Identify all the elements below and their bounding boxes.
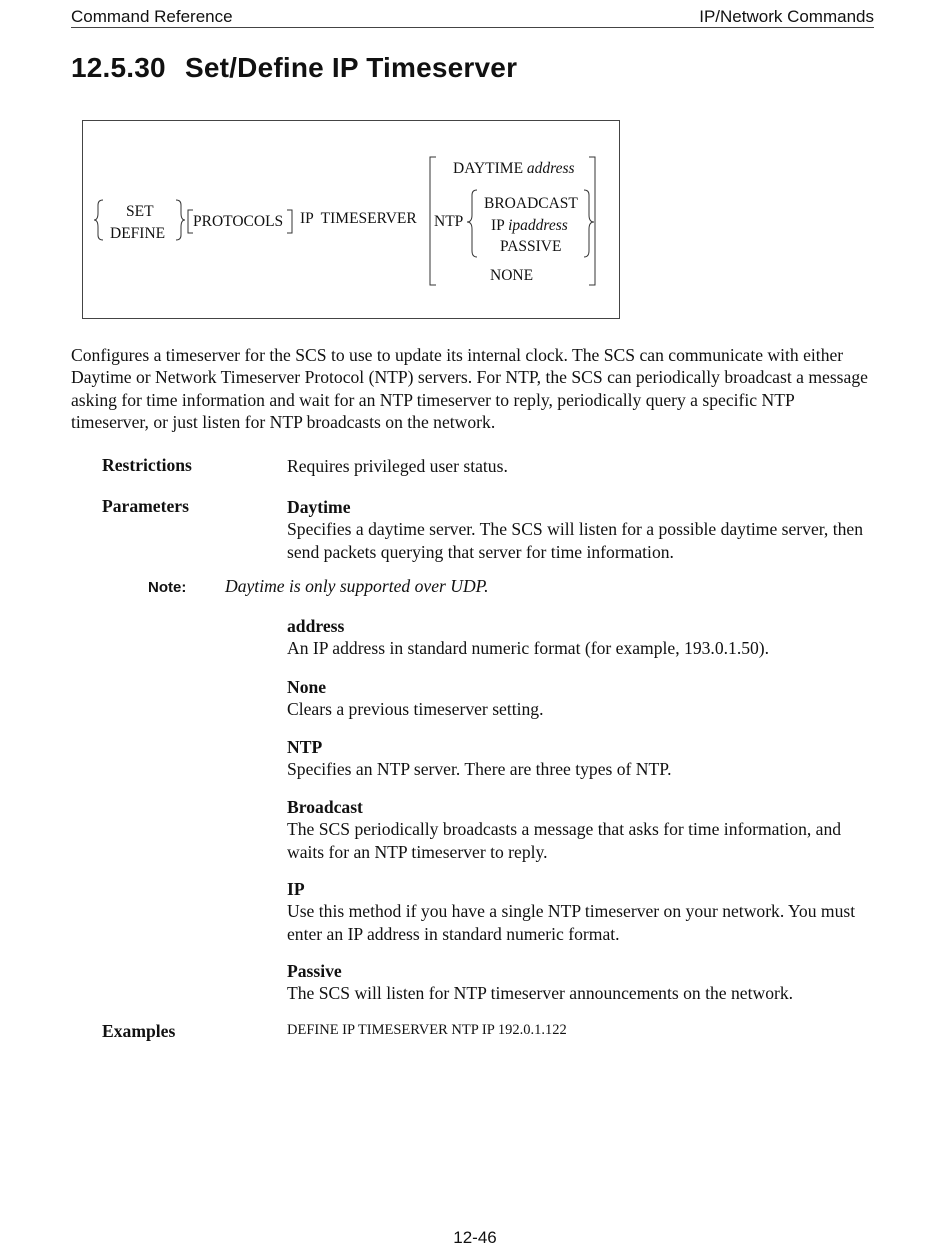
syntax-none: NONE bbox=[490, 267, 534, 284]
param-daytime bbox=[287, 496, 877, 563]
syntax-ntp-ip bbox=[491, 217, 568, 235]
brace-left-verbs bbox=[94, 200, 103, 240]
brace-left-ntp bbox=[467, 190, 477, 257]
syntax-ip-timeserver: IP TIMESERVER bbox=[300, 210, 417, 227]
restrictions-text: Requires privileged user status. bbox=[287, 456, 508, 476]
restrictions-label: Restrictions bbox=[102, 455, 192, 475]
param-description: An IP address in standard numeric format (for example, 193.0.1.50). bbox=[287, 638, 770, 659]
param-passive bbox=[287, 960, 877, 1005]
section-number: 12.5.30 bbox=[71, 52, 166, 83]
syntax-daytime-arg: address bbox=[526, 160, 575, 177]
param-description: Clears a previous timeserver setting. bbox=[287, 699, 544, 720]
param-name: IP bbox=[287, 879, 305, 899]
note-label: Note: bbox=[148, 579, 187, 596]
syntax-protocols: PROTOCOLS bbox=[193, 213, 284, 230]
example-command: DEFINE IP TIMESERVER NTP IP 192.0.1.122 bbox=[287, 1022, 567, 1038]
param-address bbox=[287, 615, 877, 660]
param-name: Passive bbox=[287, 961, 342, 981]
brace-right-verbs bbox=[176, 200, 185, 240]
param-ip bbox=[287, 878, 877, 945]
syntax-daytime bbox=[453, 160, 575, 178]
syntax-ip-keyword: IP bbox=[491, 217, 505, 234]
page-number: 12-46 bbox=[453, 1228, 497, 1247]
brace-right-ntp bbox=[584, 190, 594, 257]
param-name: Broadcast bbox=[287, 797, 363, 817]
param-description: Specifies an NTP server. There are three types of NTP. bbox=[287, 759, 672, 780]
syntax-daytime-keyword: DAYTIME bbox=[453, 160, 524, 177]
bracket-right-protocols bbox=[287, 210, 292, 233]
param-name: None bbox=[287, 677, 327, 697]
param-name: NTP bbox=[287, 737, 323, 757]
examples-label: Examples bbox=[102, 1021, 176, 1041]
bracket-right-outer bbox=[589, 157, 595, 285]
running-header-right: IP/Network Commands bbox=[699, 7, 874, 26]
note-text: Daytime is only supported over UDP. bbox=[225, 576, 489, 596]
parameters-label: Parameters bbox=[102, 496, 189, 516]
syntax-ntp: NTP bbox=[434, 213, 464, 230]
param-none bbox=[287, 676, 877, 721]
param-ntp bbox=[287, 736, 877, 781]
param-description: Use this method if you have a single NTP timeserver on your network. You must enter an IP address in standard numeric format. bbox=[287, 901, 856, 944]
running-header-left: Command Reference bbox=[71, 7, 233, 26]
param-description: The SCS will listen for NTP timeserver announcements on the network. bbox=[287, 983, 794, 1004]
section-heading: Set/Define IP Timeserver bbox=[185, 52, 518, 83]
intro-paragraph: Configures a timeserver for the SCS to use to update its internal clock. The SCS can communicate with either Daytime or Network Timeserver Protocol (NTP) servers. For NTP, the SCS can periodically broadcast a message asking for time information and wait for an NTP timeserver to reply, periodically query a specific NTP timeserver, or just listen for NTP broadcasts on the network. bbox=[71, 345, 868, 432]
param-name: address bbox=[287, 616, 345, 636]
syntax-define: DEFINE bbox=[110, 225, 166, 242]
param-description: The SCS periodically broadcasts a message that asks for time information, and waits for an NTP timeserver to reply. bbox=[287, 819, 842, 862]
param-name: Daytime bbox=[287, 497, 351, 517]
syntax-ipaddress-arg: ipaddress bbox=[508, 217, 568, 234]
param-description: Specifies a daytime server. The SCS will listen for a possible daytime server, then send packets querying that server for time information. bbox=[287, 519, 864, 562]
syntax-broadcast: BROADCAST bbox=[484, 195, 578, 212]
syntax-passive: PASSIVE bbox=[500, 238, 562, 255]
syntax-set: SET bbox=[126, 203, 154, 220]
param-broadcast bbox=[287, 796, 877, 863]
